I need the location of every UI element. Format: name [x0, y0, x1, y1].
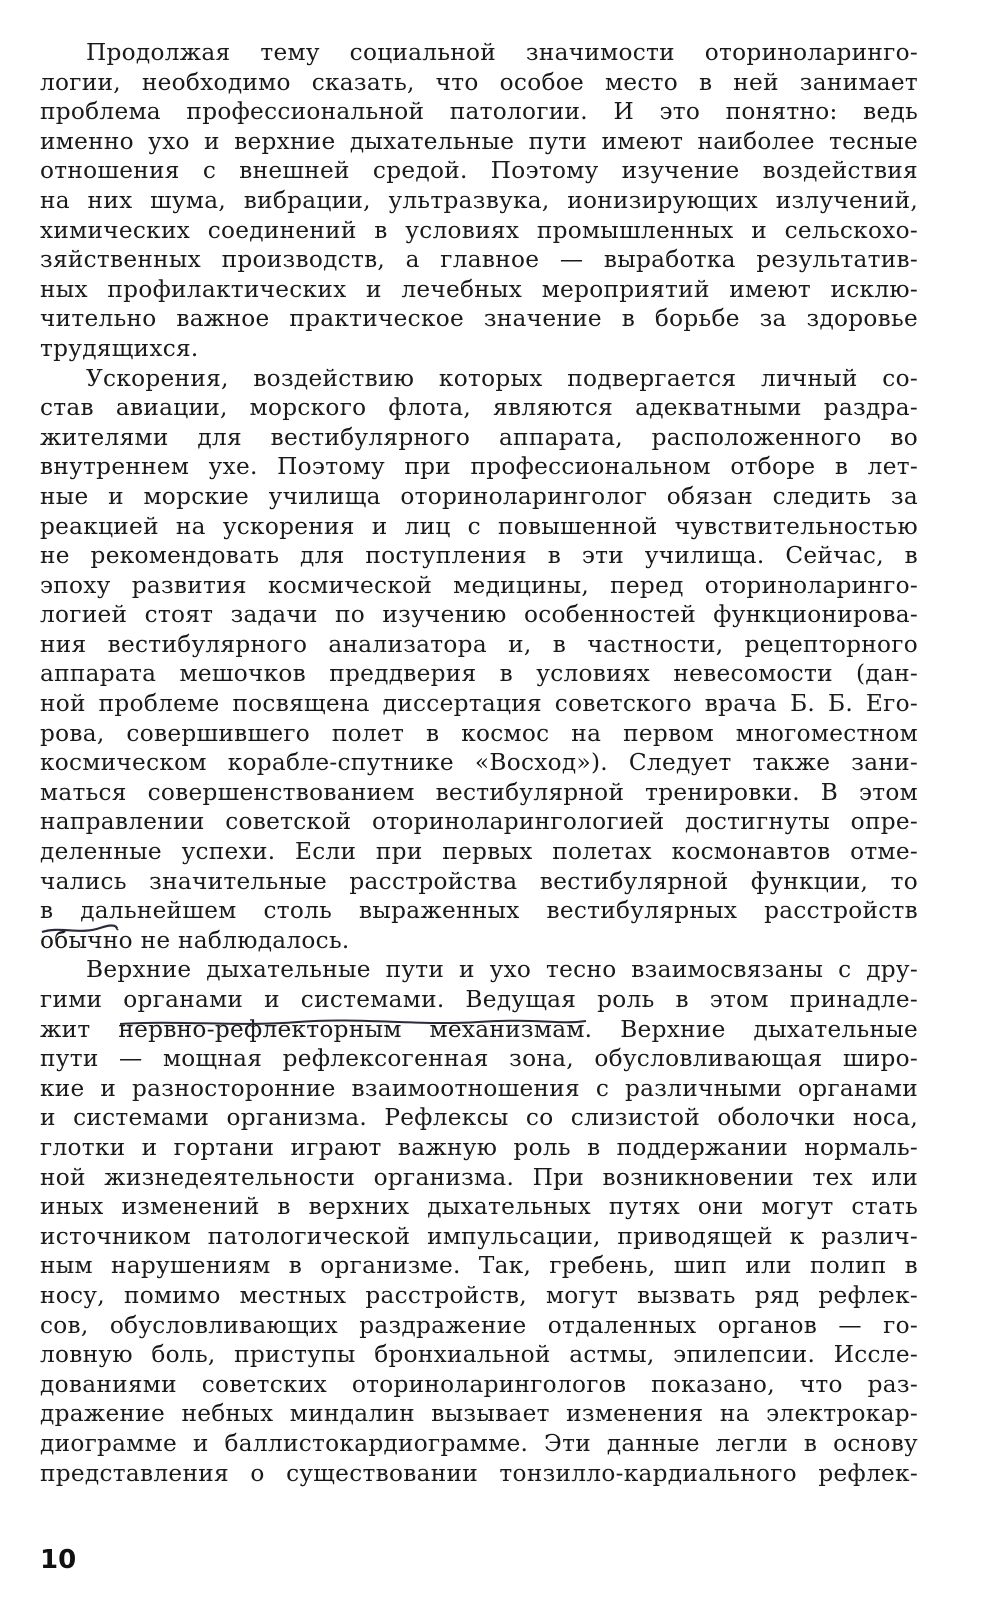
text-line: ной жизнедеятельности организма. При возникновении тех или [40, 1163, 918, 1191]
text-line: аппарата мешочков преддверия в условиях невесомости (дан- [40, 660, 918, 688]
text-line: проблема профессиональной патологии. И это понятно: ведь [40, 98, 918, 126]
text-line: ным нарушениям в организме. Так, гребень, шип или полип в [40, 1252, 918, 1280]
text-line: иных изменений в верхних дыхательных путях они могут стать [40, 1193, 918, 1221]
text-line: химических соединений в условиях промышленных и сельскохо- [40, 216, 918, 244]
paragraphs-container [40, 38, 918, 1488]
text-line: жителями для вестибулярного аппарата, расположенного во [40, 423, 918, 451]
text-line: носу, помимо местных расстройств, могут вызвать ряд рефлек- [40, 1281, 918, 1309]
text-line: не рекомендовать для поступления в эти училища. Сейчас, в [40, 542, 918, 570]
text-line: и системами организма. Рефлексы со слизистой оболочки носа, [40, 1104, 918, 1132]
text-line: маться совершенствованием вестибулярной тренировки. В этом [40, 778, 918, 806]
text-line: источником патологической импульсации, приводящей к различ- [40, 1222, 918, 1250]
text-line: став авиации, морского флота, являются адекватными раздра- [40, 394, 918, 422]
text-line: Продолжая тему социальной значимости оториноларинго- [86, 39, 918, 66]
text-line: Ускорения, воздействию которых подвергается личный со- [86, 364, 918, 392]
text-line: логии, необходимо сказать, что особое место в ней занимает [40, 68, 918, 96]
text-line: дованиями советских оториноларингологов показано, что раз- [40, 1370, 918, 1398]
text-line: представления о существовании тонзилло-кардиального рефлек- [40, 1459, 918, 1487]
text-line: ной проблеме посвящена диссертация советского врача Б. Б. Его- [40, 690, 918, 718]
text-line: чительно важное практическое значение в борьбе за здоровье [40, 305, 918, 333]
text-line: трудящихся. [40, 334, 199, 362]
text-line: зяйственных производств, а главное — выработка результатив- [40, 246, 918, 274]
text-line: именно ухо и верхние дыхательные пути имеют наиболее тесные [40, 127, 918, 155]
text-line: деленные успехи. Если при первых полетах космонавтов отме- [40, 838, 918, 866]
text-line: сов, обусловливающих раздражение отдаленных органов — го- [40, 1311, 918, 1339]
text-line: эпоху развития космической медицины, перед оториноларинго- [40, 571, 918, 599]
text-line: ные и морские училища оториноларинголог обязан следить за [40, 482, 918, 510]
text-line: пути — мощная рефлексогенная зона, обусловливающая широ- [40, 1045, 918, 1073]
text-line: внутреннем ухе. Поэтому при профессиональном отборе в лет- [40, 453, 918, 481]
text-line: логией стоят задачи по изучению особенностей функционирова- [40, 601, 918, 629]
page-text [40, 38, 918, 1488]
text-line: гими органами и системами. Ведущая роль в этом принадле- [40, 986, 918, 1013]
text-line: рова, совершившего полет в космос на первом многоместном [40, 719, 918, 747]
text-line: отношения с внешней средой. Поэтому изучение воздействия [40, 157, 918, 185]
text-line: кие и разносторонние взаимоотношения с различными органами [40, 1074, 918, 1102]
text-line: дражение небных миндалин вызывает изменения на электрокар- [40, 1400, 918, 1428]
text-line: ловную боль, приступы бронхиальной астмы, эпилепсии. Иссле- [40, 1341, 918, 1369]
text-line: в дальнейшем столь выраженных вестибулярных расстройств [40, 897, 918, 925]
text-line: Верхние дыхательные пути и ухо тесно взаимосвязаны с дру- [86, 956, 918, 984]
text-line: чались значительные расстройства вестибулярной функции, то [40, 867, 918, 895]
text-line: космическом корабле-спутнике «Восход»). Следует также зани- [40, 749, 918, 777]
text-line: глотки и гортани играют важную роль в поддержании нормаль- [40, 1133, 918, 1161]
text-line: реакцией на ускорения и лиц с повышенной чувствительностью [40, 512, 918, 540]
text-line: жит нервно-рефлекторным механизмам. Верхние дыхательные [40, 1015, 918, 1043]
text-line: ния вестибулярного анализатора и, в частности, рецепторного [40, 630, 918, 658]
text-line: обычно не наблюдалось. [40, 926, 350, 954]
page-number: 10 [40, 1545, 77, 1575]
text-line: на них шума, вибрации, ультразвука, ионизирующих излучений, [40, 186, 918, 214]
text-line: ных профилактических и лечебных мероприятий имеют исклю- [40, 275, 918, 303]
text-line: диограмме и баллистокардиограмме. Эти данные легли в основу [40, 1429, 918, 1457]
text-line: направлении советской оториноларингологией достигнуты опре- [40, 808, 918, 836]
